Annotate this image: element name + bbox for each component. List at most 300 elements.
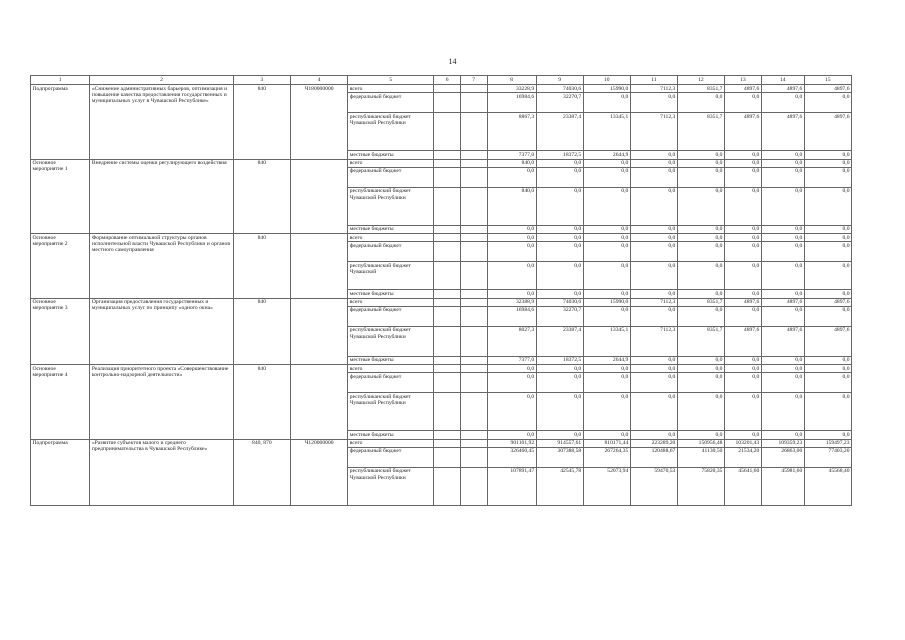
value-cell: 0,0	[804, 151, 851, 159]
value-cell: 7112,3	[630, 298, 677, 306]
value-cell: 4897,6	[724, 326, 761, 356]
value-cell: 0,0	[583, 393, 630, 431]
value-cell: 4897,6	[724, 298, 761, 306]
value-cell: 21534,20	[724, 447, 761, 467]
empty-cell	[434, 225, 461, 233]
value-cell: 0,0	[630, 93, 677, 113]
col-header: 8	[487, 76, 536, 85]
value-cell: 0,0	[677, 290, 724, 298]
value-cell: 0,0	[724, 393, 761, 431]
value-cell: 0,0	[677, 225, 724, 233]
empty-cell	[460, 431, 487, 439]
empty-cell	[460, 373, 487, 393]
value-cell: 0,0	[487, 431, 536, 439]
block-title: Формирование оптимальной структуры органов исполнительной власти Чувашской Республики и органов местного самоуправления	[90, 234, 233, 299]
value-cell: 0,0	[536, 393, 583, 431]
value-cell: 0,0	[630, 167, 677, 187]
empty-cell	[460, 439, 487, 447]
empty-cell	[434, 159, 461, 167]
value-cell: 0,0	[724, 306, 761, 326]
value-cell: 223289,20	[630, 439, 677, 447]
empty-cell	[460, 225, 487, 233]
value-cell: 4897,6	[804, 326, 851, 356]
value-cell: 0,0	[487, 234, 536, 242]
value-cell: 0,0	[630, 356, 677, 364]
funding-source: федеральный бюджет	[348, 167, 434, 187]
value-cell: 0,0	[761, 225, 804, 233]
value-cell: 0,0	[761, 151, 804, 159]
value-cell: 52073,94	[583, 467, 630, 505]
value-cell: 41130,50	[677, 447, 724, 467]
value-cell: 0,0	[724, 242, 761, 262]
value-cell: 8351,7	[677, 326, 724, 356]
value-cell: 18372,5	[536, 356, 583, 364]
table-body	[31, 76, 852, 506]
value-cell: 23387,4	[536, 113, 583, 151]
value-cell: 0,0	[761, 306, 804, 326]
value-cell: 0,0	[583, 242, 630, 262]
value-cell: 0,0	[761, 290, 804, 298]
funding-source: республиканский бюджет Чувашской Республики	[348, 113, 434, 151]
value-cell: 4897,6	[724, 85, 761, 93]
col-header: 13	[724, 76, 761, 85]
funding-source: местные бюджеты	[348, 356, 434, 364]
empty-cell	[434, 393, 461, 431]
value-cell: 0,0	[677, 393, 724, 431]
block-kind: Подпрограмма	[31, 85, 90, 160]
value-cell: 0,0	[677, 431, 724, 439]
empty-cell	[434, 167, 461, 187]
value-cell: 0,0	[761, 373, 804, 393]
empty-cell	[460, 447, 487, 467]
value-cell: 0,0	[487, 262, 536, 290]
value-cell: 0,0	[583, 365, 630, 373]
value-cell: 0,0	[761, 242, 804, 262]
value-cell: 8351,7	[677, 113, 724, 151]
value-cell: 0,0	[487, 225, 536, 233]
value-cell: 0,0	[677, 159, 724, 167]
value-cell: 4897,6	[724, 113, 761, 151]
table-row	[31, 365, 852, 373]
value-cell: 75820,35	[677, 467, 724, 505]
block-code-col4	[290, 234, 347, 299]
col-header: 6	[434, 76, 461, 85]
col-header: 10	[583, 76, 630, 85]
block-title: Организация предоставления государственных и муниципальных услуг по принципу «одного окна»	[90, 298, 233, 365]
value-cell: 32270,7	[536, 306, 583, 326]
value-cell: 18372,5	[536, 151, 583, 159]
value-cell: 26863,00	[761, 447, 804, 467]
value-cell: 120488,67	[630, 447, 677, 467]
empty-cell	[460, 167, 487, 187]
value-cell: 0,0	[804, 306, 851, 326]
value-cell: 7112,3	[630, 85, 677, 93]
block-kind: Основное мероприятие 1	[31, 159, 90, 234]
block-title: «Снижение административных барьеров, оптимизация и повышение качества предоставления государственных и муниципальных услуг в Чувашской Республике»	[90, 85, 233, 160]
value-cell: 0,0	[724, 234, 761, 242]
value-cell: 0,0	[583, 431, 630, 439]
value-cell: 0,0	[804, 393, 851, 431]
empty-cell	[434, 234, 461, 242]
value-cell: 0,0	[804, 262, 851, 290]
empty-cell	[460, 234, 487, 242]
funding-source: местные бюджеты	[348, 290, 434, 298]
table-row	[31, 234, 852, 242]
value-cell: 0,0	[630, 365, 677, 373]
value-cell: 0,0	[536, 373, 583, 393]
block-kind: Основное мероприятие 4	[31, 365, 90, 440]
block-code-col3: 840	[233, 85, 290, 160]
value-cell: 0,0	[536, 234, 583, 242]
value-cell: 0,0	[761, 262, 804, 290]
value-cell: 0,0	[804, 356, 851, 364]
value-cell: 0,0	[677, 93, 724, 113]
value-cell: 0,0	[724, 225, 761, 233]
block-title: Внедрение системы оценки регулирующего воздействия	[90, 159, 233, 234]
value-cell: 0,0	[804, 159, 851, 167]
value-cell: 45568,40	[804, 467, 851, 505]
block-code-col3: 840	[233, 159, 290, 234]
value-cell: 159497,23	[804, 439, 851, 447]
empty-cell	[460, 298, 487, 306]
value-cell: 0,0	[804, 242, 851, 262]
value-cell: 0,0	[487, 393, 536, 431]
value-cell: 59470,53	[630, 467, 677, 505]
value-cell: 840,0	[487, 187, 536, 225]
value-cell: 0,0	[630, 393, 677, 431]
value-cell: 0,0	[583, 225, 630, 233]
value-cell: 0,0	[630, 431, 677, 439]
block-code-col4	[290, 298, 347, 365]
value-cell: 0,0	[724, 262, 761, 290]
value-cell: 0,0	[804, 373, 851, 393]
value-cell: 0,0	[804, 167, 851, 187]
value-cell: 0,0	[677, 187, 724, 225]
funding-source: республиканский бюджет Чувашской Республики	[348, 187, 434, 225]
empty-cell	[434, 93, 461, 113]
empty-cell	[460, 393, 487, 431]
page-number: 14	[448, 57, 457, 66]
column-number-row	[31, 76, 852, 85]
value-cell: 2644,9	[583, 356, 630, 364]
value-cell: 4897,6	[761, 326, 804, 356]
empty-cell	[434, 113, 461, 151]
value-cell: 74030,6	[536, 85, 583, 93]
value-cell: 13345,1	[583, 326, 630, 356]
col-header: 1	[31, 76, 90, 85]
value-cell: 107891,47	[487, 467, 536, 505]
col-header: 9	[536, 76, 583, 85]
value-cell: 0,0	[536, 431, 583, 439]
value-cell: 0,0	[536, 290, 583, 298]
empty-cell	[434, 356, 461, 364]
empty-cell	[434, 365, 461, 373]
block-code-col3: 840, 870	[233, 439, 290, 505]
value-cell: 0,0	[804, 225, 851, 233]
value-cell: 0,0	[630, 159, 677, 167]
col-header: 12	[677, 76, 724, 85]
col-header: 14	[761, 76, 804, 85]
value-cell: 0,0	[677, 242, 724, 262]
empty-cell	[434, 290, 461, 298]
value-cell: 810171,44	[583, 439, 630, 447]
funding-source: федеральный бюджет	[348, 373, 434, 393]
funding-source: федеральный бюджет	[348, 93, 434, 113]
empty-cell	[460, 306, 487, 326]
value-cell: 914557,61	[536, 439, 583, 447]
value-cell: 0,0	[677, 306, 724, 326]
value-cell: 103201,43	[724, 439, 761, 447]
empty-cell	[434, 447, 461, 467]
block-code-col3: 840	[233, 234, 290, 299]
value-cell: 4897,6	[804, 85, 851, 93]
value-cell: 16984,6	[487, 93, 536, 113]
value-cell: 0,0	[724, 290, 761, 298]
block-title: Реализация приоритетного проекта «Совершенствование контрольно-надзорной деятельности»	[90, 365, 233, 440]
value-cell: 45981,60	[761, 467, 804, 505]
value-cell: 0,0	[630, 373, 677, 393]
value-cell: 0,0	[761, 234, 804, 242]
value-cell: 0,0	[804, 431, 851, 439]
value-cell: 0,0	[761, 159, 804, 167]
block-code-col3: 840	[233, 365, 290, 440]
value-cell: 0,0	[630, 187, 677, 225]
table-row	[31, 439, 852, 447]
value-cell: 307388,58	[536, 447, 583, 467]
value-cell: 0,0	[761, 431, 804, 439]
value-cell: 4897,6	[804, 298, 851, 306]
col-header: 15	[804, 76, 851, 85]
empty-cell	[460, 290, 487, 298]
value-cell: 0,0	[487, 290, 536, 298]
empty-cell	[460, 242, 487, 262]
value-cell: 0,0	[630, 242, 677, 262]
table-row	[31, 85, 852, 93]
value-cell: 0,0	[724, 365, 761, 373]
table-row	[31, 298, 852, 306]
funding-source: федеральный бюджет	[348, 306, 434, 326]
value-cell: 0,0	[630, 151, 677, 159]
funding-source: всего	[348, 298, 434, 306]
value-cell: 0,0	[804, 290, 851, 298]
value-cell: 7112,3	[630, 326, 677, 356]
value-cell: 0,0	[804, 365, 851, 373]
value-cell: 0,0	[804, 187, 851, 225]
funding-source: всего	[348, 365, 434, 373]
funding-source: республиканский бюджет Чувашской	[348, 262, 434, 290]
value-cell: 13345,1	[583, 113, 630, 151]
value-cell: 0,0	[630, 290, 677, 298]
funding-source: республиканский бюджет Чувашской Республики	[348, 326, 434, 356]
empty-cell	[460, 159, 487, 167]
value-cell: 0,0	[487, 242, 536, 262]
funding-source: местные бюджеты	[348, 225, 434, 233]
block-title: «Развитие субъектов малого и среднего предпринимательства в Чувашской Республике»	[90, 439, 233, 505]
col-header: 2	[90, 76, 233, 85]
value-cell: 0,0	[583, 373, 630, 393]
value-cell: 0,0	[724, 159, 761, 167]
value-cell: 0,0	[761, 167, 804, 187]
funding-source: республиканский бюджет Чувашской Республики	[348, 393, 434, 431]
value-cell: 0,0	[677, 373, 724, 393]
value-cell: 0,0	[536, 159, 583, 167]
empty-cell	[460, 356, 487, 364]
block-code-col4: Ч120000000	[290, 439, 347, 505]
empty-cell	[460, 187, 487, 225]
col-header: 7	[460, 76, 487, 85]
value-cell: 0,0	[677, 365, 724, 373]
empty-cell	[460, 326, 487, 356]
value-cell: 23387,4	[536, 326, 583, 356]
value-cell: 8351,7	[677, 298, 724, 306]
value-cell: 0,0	[630, 234, 677, 242]
block-kind: Подпрограмма	[31, 439, 90, 505]
value-cell: 0,0	[630, 306, 677, 326]
table-row	[31, 159, 852, 167]
empty-cell	[434, 262, 461, 290]
empty-cell	[434, 187, 461, 225]
value-cell: 0,0	[583, 167, 630, 187]
value-cell: 0,0	[536, 187, 583, 225]
funding-source: всего	[348, 439, 434, 447]
value-cell: 15990,0	[583, 85, 630, 93]
value-cell: 8351,7	[677, 85, 724, 93]
empty-cell	[460, 467, 487, 505]
value-cell: 8867,3	[487, 113, 536, 151]
value-cell: 0,0	[804, 234, 851, 242]
value-cell: 45641,60	[724, 467, 761, 505]
value-cell: 901101,92	[487, 439, 536, 447]
value-cell: 0,0	[761, 393, 804, 431]
value-cell: 0,0	[724, 167, 761, 187]
value-cell: 0,0	[677, 151, 724, 159]
value-cell: 0,0	[724, 373, 761, 393]
value-cell: 7377,0	[487, 356, 536, 364]
value-cell: 42545,78	[536, 467, 583, 505]
funding-source: всего	[348, 85, 434, 93]
block-code-col3: 840	[233, 298, 290, 365]
empty-cell	[460, 85, 487, 93]
empty-cell	[434, 373, 461, 393]
value-cell: 4897,6	[761, 113, 804, 151]
value-cell: 0,0	[724, 431, 761, 439]
value-cell: 0,0	[583, 93, 630, 113]
value-cell: 0,0	[487, 373, 536, 393]
value-cell: 2644,9	[583, 151, 630, 159]
empty-cell	[460, 151, 487, 159]
value-cell: 0,0	[804, 93, 851, 113]
funding-source: федеральный бюджет	[348, 242, 434, 262]
value-cell: 0,0	[677, 356, 724, 364]
value-cell: 0,0	[630, 262, 677, 290]
empty-cell	[460, 113, 487, 151]
funding-source: федеральный бюджет	[348, 447, 434, 467]
value-cell: 0,0	[677, 234, 724, 242]
funding-source: республиканский бюджет Чувашской Республики	[348, 467, 434, 505]
value-cell: 0,0	[724, 151, 761, 159]
empty-cell	[434, 431, 461, 439]
empty-cell	[434, 298, 461, 306]
value-cell: 0,0	[761, 93, 804, 113]
funding-source: всего	[348, 234, 434, 242]
empty-cell	[434, 242, 461, 262]
block-kind: Основное мероприятие 2	[31, 234, 90, 299]
block-code-col4: Ч180000000	[290, 85, 347, 160]
value-cell: 32388,9	[487, 298, 536, 306]
empty-cell	[434, 467, 461, 505]
value-cell: 0,0	[487, 167, 536, 187]
value-cell: 0,0	[583, 187, 630, 225]
value-cell: 0,0	[536, 225, 583, 233]
value-cell: 0,0	[583, 159, 630, 167]
value-cell: 0,0	[761, 356, 804, 364]
value-cell: 74030,6	[536, 298, 583, 306]
value-cell: 0,0	[761, 365, 804, 373]
empty-cell	[460, 365, 487, 373]
value-cell: 4897,6	[804, 113, 851, 151]
value-cell: 16984,6	[487, 306, 536, 326]
value-cell: 0,0	[583, 306, 630, 326]
block-code-col4	[290, 159, 347, 234]
value-cell: 15990,0	[583, 298, 630, 306]
value-cell: 0,0	[536, 242, 583, 262]
value-cell: 150956,48	[677, 439, 724, 447]
value-cell: 0,0	[724, 187, 761, 225]
value-cell: 0,0	[487, 365, 536, 373]
value-cell: 0,0	[583, 262, 630, 290]
col-header: 5	[348, 76, 434, 85]
col-header: 4	[290, 76, 347, 85]
value-cell: 0,0	[583, 290, 630, 298]
col-header: 11	[630, 76, 677, 85]
value-cell: 840,0	[487, 159, 536, 167]
value-cell: 0,0	[630, 225, 677, 233]
value-cell: 77403,20	[804, 447, 851, 467]
empty-cell	[434, 439, 461, 447]
value-cell: 7377,0	[487, 151, 536, 159]
empty-cell	[434, 151, 461, 159]
empty-cell	[434, 306, 461, 326]
value-cell: 0,0	[724, 93, 761, 113]
col-header: 3	[233, 76, 290, 85]
budget-table	[30, 75, 852, 506]
value-cell: 0,0	[536, 167, 583, 187]
empty-cell	[460, 262, 487, 290]
value-cell: 326460,45	[487, 447, 536, 467]
value-cell: 0,0	[677, 167, 724, 187]
value-cell: 0,0	[724, 356, 761, 364]
value-cell: 0,0	[536, 365, 583, 373]
value-cell: 0,0	[583, 234, 630, 242]
funding-source: местные бюджеты	[348, 431, 434, 439]
value-cell: 32270,7	[536, 93, 583, 113]
value-cell: 4897,6	[761, 85, 804, 93]
block-kind: Основное мероприятие 3	[31, 298, 90, 365]
value-cell: 7112,3	[630, 113, 677, 151]
value-cell: 8027,3	[487, 326, 536, 356]
empty-cell	[434, 85, 461, 93]
value-cell: 0,0	[677, 262, 724, 290]
value-cell: 4897,6	[761, 298, 804, 306]
funding-source: местные бюджеты	[348, 151, 434, 159]
empty-cell	[434, 326, 461, 356]
funding-source: всего	[348, 159, 434, 167]
block-code-col4	[290, 365, 347, 440]
value-cell: 267264,35	[583, 447, 630, 467]
empty-cell	[460, 93, 487, 113]
value-cell: 33228,9	[487, 85, 536, 93]
value-cell: 0,0	[536, 262, 583, 290]
